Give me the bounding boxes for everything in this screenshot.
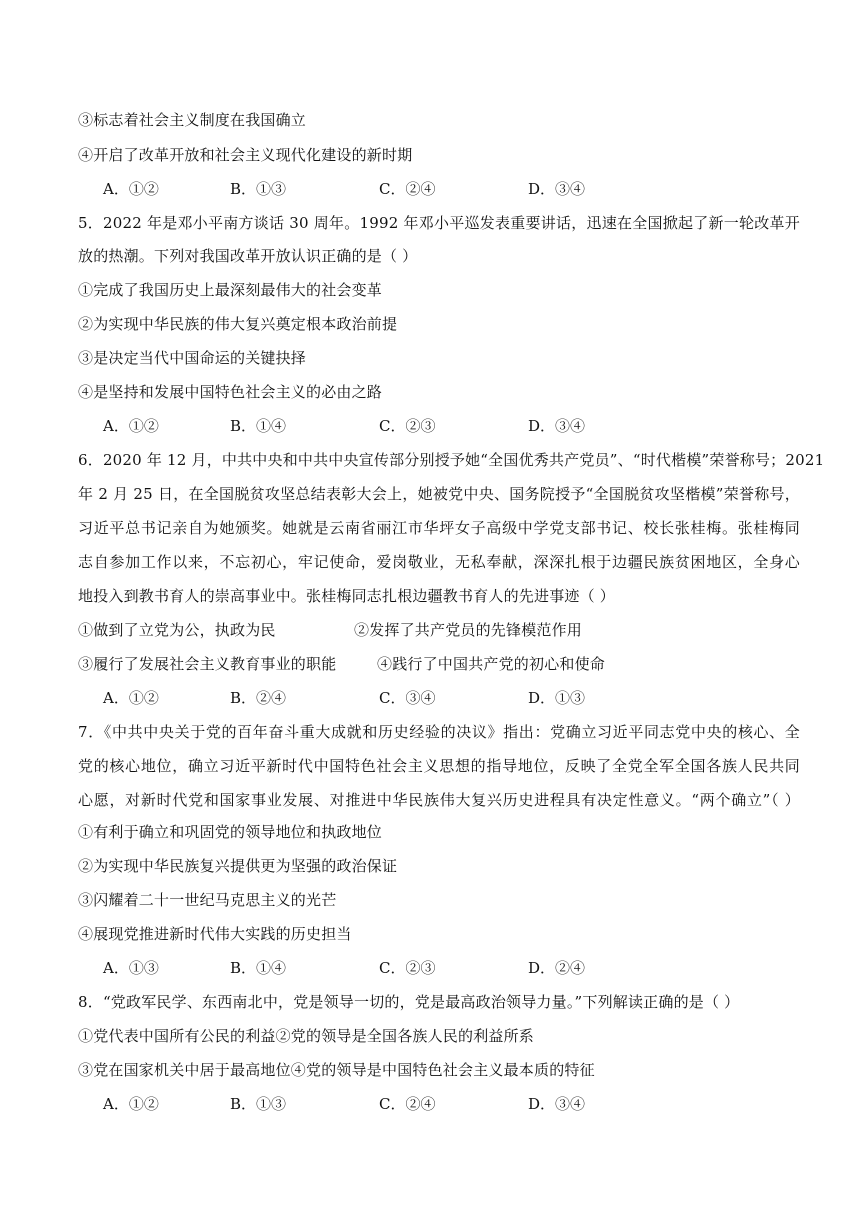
- q5-option-a: A．①②: [103, 417, 159, 435]
- q7-statement-3: ③闪耀着二十一世纪马克思主义的光芒: [78, 891, 337, 909]
- q4-option-a: A．①②: [103, 180, 159, 198]
- q6-statement-3: ③履行了发展社会主义教育事业的职能: [78, 655, 337, 673]
- q7-stem-line-3: 心愿，对新时代党和国家事业发展、对推进中华民族伟大复兴历史进程具有决定性意义。“两个确立”（ ）: [78, 791, 800, 809]
- q6-stem-line-4: 志自参加工作以来，不忘初心，牢记使命，爱岗敬业，无私奉献，深深扎根于边疆民族贫困地区，全身心: [78, 553, 800, 571]
- q6-stem-line-1: 6．2020 年 12 月，中共中央和中共中央宣传部分别授予她“全国优秀共产党员”、“时代楷模”荣誉称号；2021: [78, 451, 825, 469]
- q5-option-c: C．②③: [379, 417, 436, 435]
- q5-option-b: B．①④: [230, 417, 287, 435]
- q6-stem-line-5: 地投入到教书育人的崇高事业中。张桂梅同志扎根边疆教书育人的先进事迹（ ）: [78, 587, 615, 605]
- q6-statement-2: ②发挥了共产党员的先锋模范作用: [354, 621, 583, 639]
- q5-stem-line-1: 5．2022 年是邓小平南方谈话 30 周年。1992 年邓小平巡发表重要讲话，迅速在全国掀起了新一轮改革开: [78, 214, 800, 232]
- q8-stem: 8．“党政军民学、东西南北中，党是领导一切的，党是最高政治领导力量。”下列解读正确的是（ ）: [78, 993, 740, 1011]
- q8-statements-1-2: ①党代表中国所有公民的利益②党的领导是全国各族人民的利益所系: [78, 1027, 535, 1045]
- q8-option-d: D．③④: [528, 1095, 586, 1113]
- q5-statement-2: ②为实现中华民族的伟大复兴奠定根本政治前提: [78, 315, 398, 333]
- q7-option-a: A．①③: [103, 959, 159, 977]
- q4-option-d: D．③④: [528, 180, 586, 198]
- q4-option-b: B．①③: [230, 180, 287, 198]
- q5-statement-4: ④是坚持和发展中国特色社会主义的必由之路: [78, 383, 383, 401]
- q6-statement-4: ④践行了中国共产党的初心和使命: [377, 655, 606, 673]
- q7-option-d: D．②④: [528, 959, 586, 977]
- q6-option-d: D．①③: [528, 689, 586, 707]
- q4-statement-3: ③标志着社会主义制度在我国确立: [78, 111, 307, 129]
- q7-stem-line-1: 7．《中共中央关于党的百年奋斗重大成就和历史经验的决议》指出：党确立习近平同志党中央的核心、全: [78, 723, 800, 741]
- q6-stem-line-3: 习近平总书记亲自为她颁奖。她就是云南省丽江市华坪女子高级中学党支部书记、校长张桂梅。张桂梅同: [78, 519, 800, 537]
- q4-option-c: C．②④: [379, 180, 436, 198]
- q8-option-b: B．①③: [230, 1095, 287, 1113]
- q7-statement-1: ①有利于确立和巩固党的领导地位和执政地位: [78, 823, 383, 841]
- q5-option-d: D．③④: [528, 417, 586, 435]
- q6-statement-1: ①做到了立党为公，执政为民: [78, 621, 276, 639]
- q5-statement-1: ①完成了我国历史上最深刻最伟大的社会变革: [78, 281, 383, 299]
- q6-stem-line-2: 年 2 月 25 日，在全国脱贫攻坚总结表彰大会上，她被党中央、国务院授予“全国脱贫攻坚楷模”荣誉称号，: [78, 485, 800, 503]
- q7-statement-4: ④展现党推进新时代伟大实践的历史担当: [78, 925, 352, 943]
- q6-option-b: B．②④: [230, 689, 287, 707]
- q6-option-c: C．③④: [379, 689, 436, 707]
- q7-statement-2: ②为实现中华民族复兴提供更为坚强的政治保证: [78, 857, 398, 875]
- q8-statements-3-4: ③党在国家机关中居于最高地位④党的领导是中国特色社会主义最本质的特征: [78, 1061, 595, 1079]
- q5-statement-3: ③是决定当代中国命运的关键抉择: [78, 349, 307, 367]
- q8-option-a: A．①②: [103, 1095, 159, 1113]
- q7-stem-line-2: 党的核心地位，确立习近平新时代中国特色社会主义思想的指导地位，反映了全党全军全国各族人民共同: [78, 757, 800, 775]
- q7-option-b: B．①④: [230, 959, 287, 977]
- q6-option-a: A．①②: [103, 689, 159, 707]
- q8-option-c: C．②④: [379, 1095, 436, 1113]
- q5-stem-line-2: 放的热潮。下列对我国改革开放认识正确的是（ ）: [78, 247, 418, 265]
- q7-option-c: C．②③: [379, 959, 436, 977]
- q4-statement-4: ④开启了改革开放和社会主义现代化建设的新时期: [78, 146, 413, 164]
